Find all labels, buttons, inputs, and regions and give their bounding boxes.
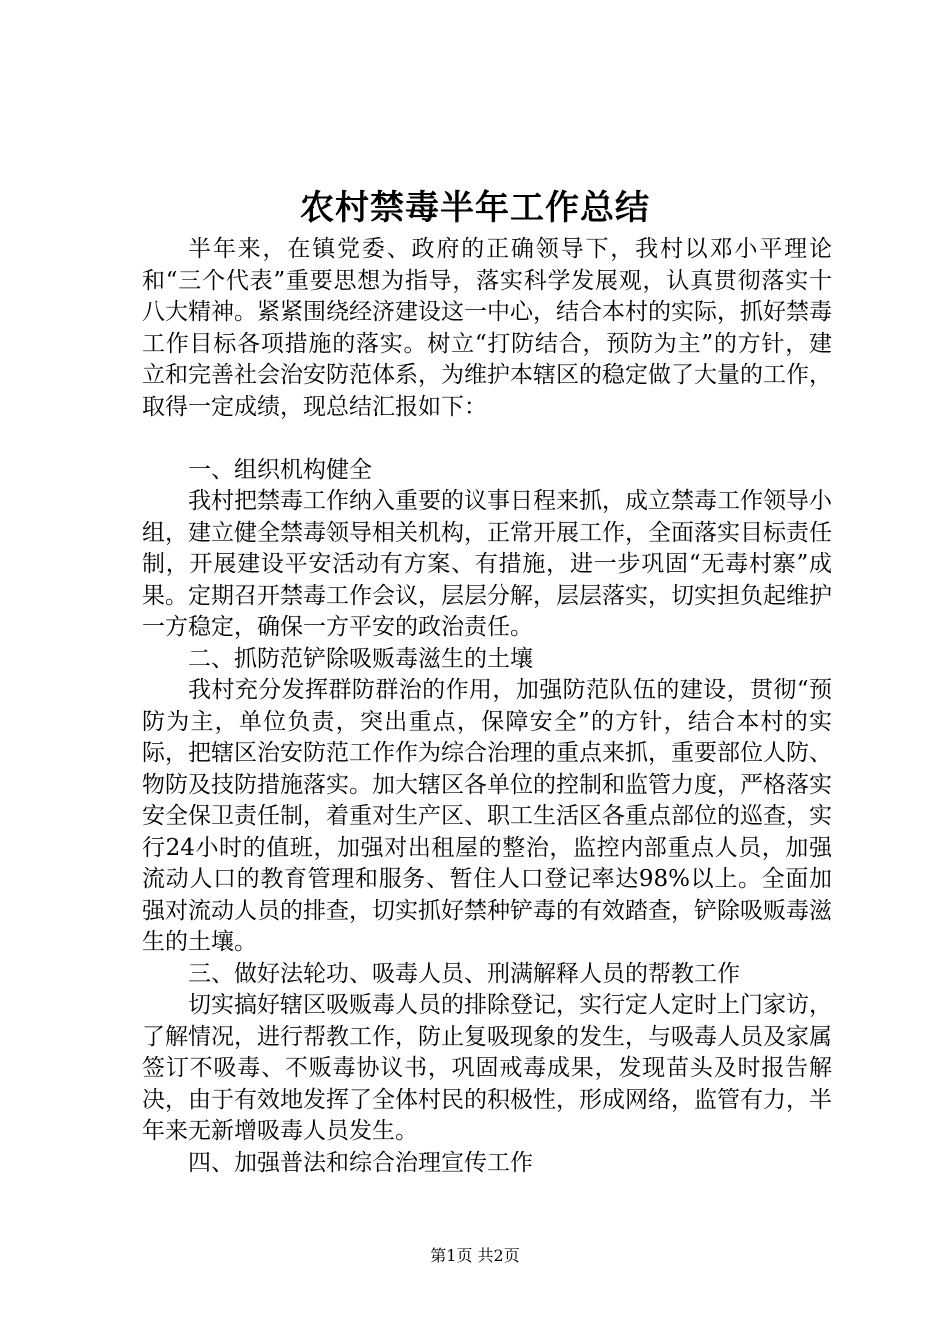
- body-paragraph: 我村把禁毒工作纳入重要的议事日程来抓，成立禁毒工作领导小组，建立健全禁毒领导相关机构，正常开展工作，全面落实目标责任制，开展建设平安活动有方案、有措施，进一步巩固“无毒村寨”成果。定期召开禁毒工作会议，层层分解，层层落实，切实担负起维护一方稳定，确保一方平安的政治责任。: [142, 488, 832, 640]
- section-heading: 四、加强普法和综合治理宣传工作: [188, 1149, 533, 1176]
- section-heading: 一、组织机构健全: [188, 456, 372, 483]
- document-title: 农村禁毒半年工作总结: [300, 188, 650, 228]
- intro-paragraph: 半年来，在镇党委、政府的正确领导下，我村以邓小平理论和“三个代表”重要思想为指导，落实科学发展观，认真贯彻落实十八大精神。紧紧围绕经济建设这一中心，结合本村的实际，抓好禁毒工作目标各项措施的落实。树立“打防结合，预防为主”的方针，建立和完善社会治安防范体系，为维护本辖区的稳定做了大量的工作，取得一定成绩，现总结汇报如下：: [142, 236, 832, 420]
- section-heading: 三、做好法轮功、吸毒人员、刑满解释人员的帮教工作: [188, 960, 740, 987]
- section-heading: 二、抓防范铲除吸贩毒滋生的土壤: [188, 645, 533, 672]
- body-paragraph: 切实搞好辖区吸贩毒人员的排除登记，实行定人定时上门家访，了解情况，进行帮教工作，防止复吸现象的发生，与吸毒人员及家属签订不吸毒、不贩毒协议书，巩固戒毒成果，发现苗头及时报告解决，由于有效地发挥了全体村民的积极性，形成网络，监管有力，半年来无新增吸毒人员发生。: [142, 992, 832, 1144]
- document-body: [142, 234, 832, 1179]
- page-number-footer: 第1页 共2页: [430, 1246, 520, 1265]
- body-paragraph: 我村充分发挥群防群治的作用，加强防范队伍的建设，贯彻“预防为主，单位负责，突出重点，保障安全”的方针，结合本村的实际，把辖区治安防范工作作为综合治理的重点来抓，重要部位人防、物防及技防措施落实。加大辖区各单位的控制和监管力度，严格落实安全保卫责任制，着重对生产区、职工生活区各重点部位的巡查，实行24小时的值班，加强对出租屋的整治，监控内部重点人员，加强流动人口的教育管理和服务、暂住人口登记率达98%以上。全面加强对流动人员的排查，切实抓好禁种铲毒的有效踏查，铲除吸贩毒滋生的土壤。: [142, 677, 832, 955]
